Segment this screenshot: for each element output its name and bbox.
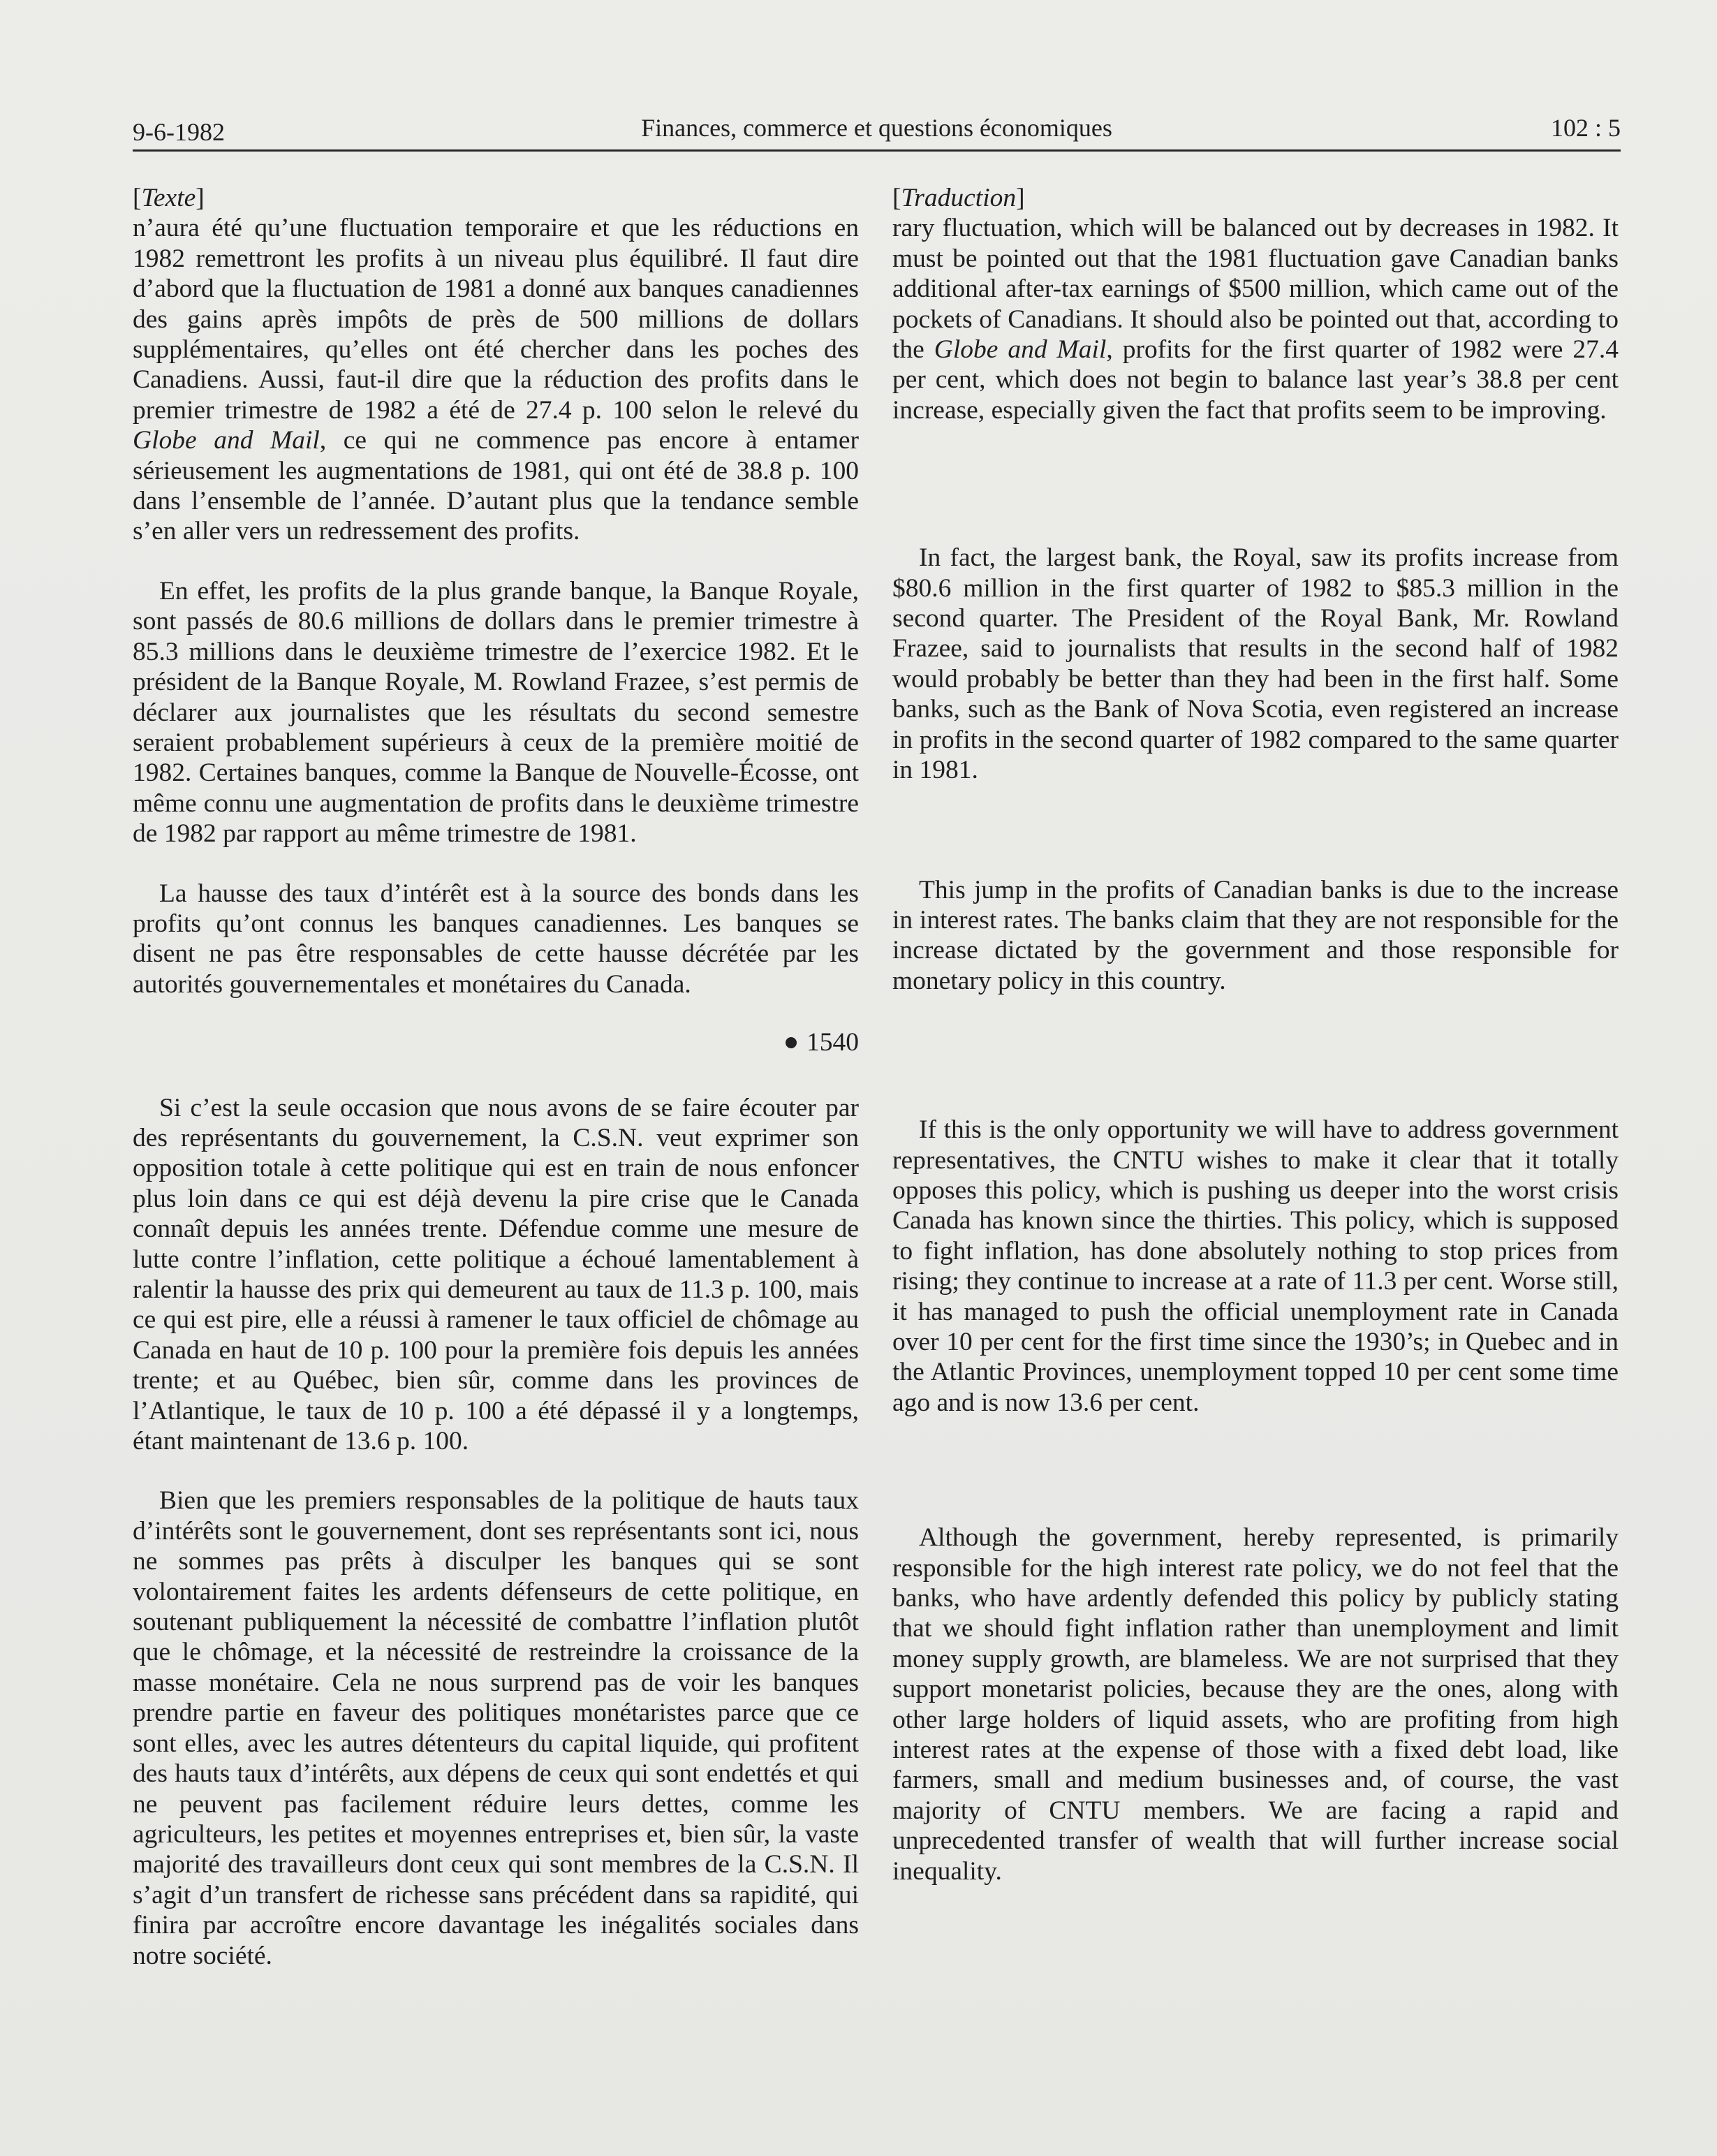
- fr-paragraph-3: La hausse des taux d’intérêt est à la source des bonds dans les profits qu’ont connus les banques canadiennes. Les banques se disent ne pas être responsables de cette hausse décrétée par les autorités gouvernementales et monétaires du Canada.: [133, 879, 859, 999]
- english-column: [892, 183, 1619, 1886]
- french-column: [133, 183, 859, 1971]
- page-header: [133, 106, 1621, 152]
- en-paragraph-5: Although the government, hereby represented, is primarily responsible for the high interest rate policy, we do not feel that the banks, who have ardently defended this policy by publicly stating that we should fight inflation rather than unemployment and limit money supply growth, are blameless. We are not surprised that they support monetarist policies, because they are the ones, along with other large holders of liquid assets, who are profiting from high interest rates at the expense of those with a fixed debt load, like farmers, small and medium businesses and, of course, the vast majority of CNTU members. We are facing a rapid and unprecedented transfer of wealth that will further increase social inequality.: [892, 1523, 1619, 1886]
- fr-paragraph-1: n’aura été qu’une fluctuation temporaire et que les réductions en 1982 remettront les profits à un niveau plus équilibré. Il faut dire d’abord que la fluctuation de 1981 a donné aux banques canadiennes des gains après impôts de près de 500 millions de dollars supplémentaires, qu’elles ont été chercher dans les poches des Canadiens. Aussi, faut-il dire que la réduction des profits dans le premier trimestre de 1982 a été de 27.4 p. 100 selon le relevé du Globe and Mail, ce qui ne commence pas encore à entamer sérieusement les augmentations de 1981, qui ont été de 38.8 p. 100 dans l’ensemble de l’année. D’autant plus que la tendance semble s’en aller vers un redressement des profits.: [133, 214, 859, 546]
- header-title: Finances, commerce et questions économiques: [641, 114, 1112, 142]
- fr-paragraph-2: En effet, les profits de la plus grande banque, la Banque Royale, sont passés de 80.6 millions de dollars dans le premier trimestre à 85.3 millions dans le deuxième trimestre de l’exercice 1982. Et le président de la Banque Royale, M. Rowland Frazee, s’est permis de déclarer aux journalistes que les résultats du second semestre seraient probablement supérieurs à ceux de la première moitié de 1982. Certaines banques, comme la Banque de Nouvelle-Écosse, ont même connu une augmentation de profits dans le deuxième trimestre de 1982 par rapport au même trimestre de 1981.: [133, 576, 859, 849]
- translation-label: [Traduction]: [892, 184, 1025, 212]
- fr-paragraph-4: Si c’est la seule occasion que nous avons de se faire écouter par des représentants du gouvernement, la C.S.N. veut exprimer son opposition totale à cette politique qui est en train de nous enfoncer plus loin dans ce qui est déjà devenu la pire crise que le Canada connaît depuis les années trente. Défendue comme une mesure de lutte contre l’inflation, cette politique a échoué lamentablement à ralentir la hausse des prix qui demeurent au taux de 11.3 p. 100, mais ce qui est pire, elle a réussi à ramener le taux officiel de chômage au Canada en haut de 10 p. 100 pour la première fois depuis les années trente; et au Québec, bien sûr, comme dans les provinces de l’Atlantique, le taux de 10 p. 100 a été dépassé il y a longtemps, étant maintenant de 13.6 p. 100.: [133, 1093, 859, 1456]
- time-marker: 1540: [133, 1027, 859, 1057]
- header-date: 9-6-1982: [133, 118, 225, 146]
- bullet-icon: [786, 1037, 797, 1048]
- en-paragraph-3: This jump in the profits of Canadian banks is due to the increase in interest rates. The banks claim that they are not responsible for the increase dictated by the government and those responsible for monetary policy in this country.: [892, 875, 1619, 995]
- en-paragraph-4: If this is the only opportunity we will have to address government representatives, the CNTU wishes to make it clear that it totally opposes this policy, which is pushing us deeper into the worst crisis Canada has known since the thirties. This policy, which is supposed to fight inflation, has done absolutely nothing to stop prices from rising; they continue to increase at a rate of 11.3 per cent. Worse still, it has managed to push the official unemployment rate in Canada over 10 per cent for the first time since the 1930’s; in Quebec and in the Atlantic Provinces, unemployment topped 10 per cent some time ago and is now 13.6 per cent.: [892, 1115, 1619, 1417]
- fr-paragraph-5: Bien que les premiers responsables de la politique de hauts taux d’intérêts sont le gouvernement, dont ses représentants sont ici, nous ne sommes pas prêts à disculper les banques qui se sont volontairement faites les ardents défenseurs de cette politique, en soutenant publiquement la nécessité de combattre l’inflation plutôt que le chômage, et la nécessité de restreindre la croissance de la masse monétaire. Cela ne nous surprend pas de voir les banques prendre partie en faveur des politiques monétaristes parce que ce sont elles, avec les autres détenteurs du capital liquide, qui profitent des hauts taux d’intérêts, aux dépens de ceux qui sont endettés et qui ne peuvent pas facilement réduire leurs dettes, comme les agriculteurs, les petites et moyennes entreprises et, bien sûr, la vaste majorité des travailleurs dont ceux qui sont membres de la C.S.N. Il s’agit d’un transfert de richesse sans précédent dans sa rapidité, qui finira par accroître encore davantage les inégalités sociales dans notre société.: [133, 1486, 859, 1970]
- header-page-number: 102 : 5: [1550, 114, 1621, 142]
- text-label: [Texte]: [133, 184, 205, 212]
- en-paragraph-2: In fact, the largest bank, the Royal, saw its profits increase from $80.6 million in the first quarter of 1982 to $85.3 million in the second quarter. The President of the Royal Bank, Mr. Rowland Frazee, said to journalists that results in the second half of 1982 would probably be better than they had been in the first half. Some banks, such as the Bank of Nova Scotia, even registered an increase in profits in the second quarter of 1982 compared to the same quarter in 1981.: [892, 543, 1619, 785]
- en-paragraph-1: rary fluctuation, which will be balanced out by decreases in 1982. It must be pointed out that the 1981 fluctuation gave Canadian banks additional after-tax earnings of $500 million, which came out of the pockets of Canadians. It should also be pointed out that, according to the Globe and Mail, profits for the first quarter of 1982 were 27.4 per cent, which does not begin to balance last year’s 38.8 per cent increase, especially given the fact that profits seem to be improving.: [892, 214, 1619, 425]
